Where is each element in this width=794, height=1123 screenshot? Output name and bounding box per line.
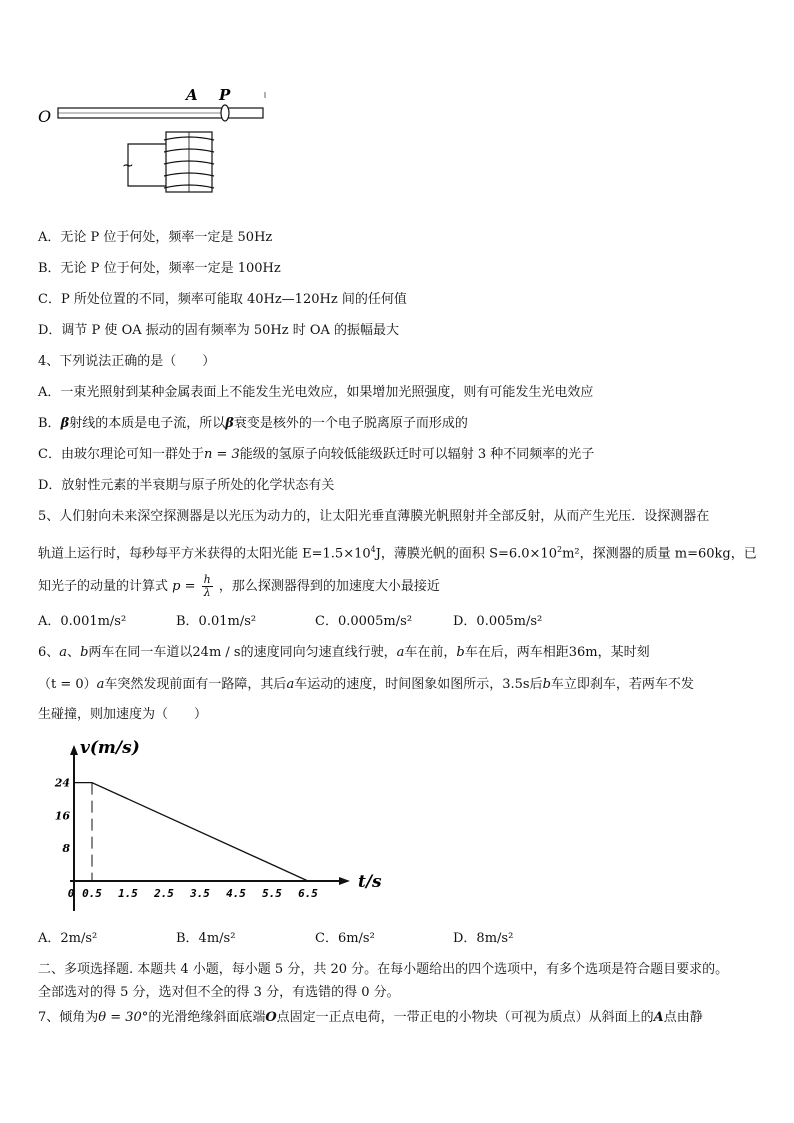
q5-line2-suffix: m²，探测器的质量 m=60kg，已 <box>562 546 757 562</box>
text: ，某时刻 <box>597 645 650 660</box>
momentum-fraction <box>202 574 213 599</box>
x-tick-label: 5.5 <box>262 887 282 900</box>
figure-label-A: A <box>186 86 198 104</box>
ac-source-symbol: ~ <box>122 158 134 174</box>
q5-line-3 <box>38 569 440 605</box>
q5-line-1: 5、人们射向未来深空探测器是以光压为动力的，让太阳光垂直薄膜光帆照射并全部反射，从而产生光压．设探测器在 <box>38 509 710 524</box>
x-tick-label: 2.5 <box>154 887 174 900</box>
text: 的光滑绝缘斜面底端 <box>148 1010 266 1025</box>
figure-label-O: O <box>38 107 52 126</box>
q5-option-b: B．0.01m/s² <box>176 614 257 629</box>
x-tick-label: 0 <box>67 887 75 900</box>
q5-line2-prefix: 轨道上运行时，每秒每平方米获得的太阳光能 E=1.5×10 <box>38 546 371 562</box>
car-a: a <box>59 645 68 660</box>
time-value: 3.5s <box>502 677 530 692</box>
text: 车立即刹车，若两车不发 <box>550 677 694 692</box>
q5-line-2 <box>38 542 757 562</box>
rod-coil-figure <box>36 82 276 197</box>
text: 两车在同一车道以 <box>88 645 193 660</box>
velocity-series-line <box>74 783 308 881</box>
time-zero: （t = 0） <box>38 677 97 692</box>
formula-lhs: p = <box>172 579 196 594</box>
text: 、 <box>67 645 81 660</box>
q6-option-c: C．6m/s² <box>315 931 375 946</box>
q6-line-2 <box>38 677 694 693</box>
q4-b-prefix: B． <box>38 416 61 431</box>
exponent: 2 <box>556 545 563 554</box>
x-axis-label: t/s <box>358 872 382 892</box>
q7-line-1 <box>38 1010 703 1026</box>
car-b: b <box>456 645 465 660</box>
car-b: b <box>80 645 89 660</box>
point-A: A <box>653 1010 664 1025</box>
car-a: a <box>286 677 295 692</box>
q4-option-d: D．放射性元素的半衰期与原子所处的化学状态有关 <box>38 478 335 493</box>
q4-stem: 4、下列说法正确的是（ ） <box>38 354 216 369</box>
text: 点固定一正点电荷，一带正电的小物块（可视为质点）从斜面上的 <box>276 1010 654 1025</box>
q5-line3-prefix: 知光子的动量的计算式 <box>38 579 169 594</box>
beta-symbol: β <box>60 416 70 431</box>
quantum-number: n = 3 <box>203 447 240 462</box>
q5-options <box>38 614 758 630</box>
q4-c-prefix: C．由玻尔理论可知一群处于 <box>38 447 204 462</box>
y-axis-arrow <box>70 745 78 755</box>
slider-ring-P <box>221 105 229 121</box>
x-tick-label: 0.5 <box>82 887 102 900</box>
q5-option-d: D．0.005m/s² <box>453 614 543 629</box>
text: 车在前， <box>404 645 457 660</box>
text: 车运动的速度，时间图象如图所示， <box>294 677 503 692</box>
q4-c-suffix: 能级的氢原子向较低能级跃迁时可以辐射 3 种不同频率的光子 <box>239 447 595 462</box>
text: 点由静 <box>663 1010 703 1025</box>
q6-option-b: B．4m/s² <box>176 931 236 946</box>
text: 车突然发现前面有一路障，其后 <box>104 677 287 692</box>
q5-option-c: C．0.0005m/s² <box>315 614 413 629</box>
q4-option-a: A．一束光照射到某种金属表面上不能发生光电效应，如果增加光照强度，则有可能发生光电效应 <box>38 385 594 400</box>
q6-line-1 <box>38 645 650 661</box>
distance-value: 36m <box>568 645 598 660</box>
q6-option-d: D．8m/s² <box>453 931 514 946</box>
q4-b-suffix: 衰变是核外的一个电子脱离原子而形成的 <box>233 416 468 431</box>
q4-b-middle: 射线的本质是电子流，所以 <box>69 416 226 431</box>
beta-symbol: β <box>225 416 234 431</box>
car-a: a <box>96 677 105 692</box>
text: 的速度同向匀速直线行驶， <box>240 645 397 660</box>
car-a: a <box>396 645 405 660</box>
angle-value: θ = 30° <box>98 1010 149 1025</box>
fraction-numerator: h <box>203 573 211 586</box>
exponent: 4 <box>370 545 376 554</box>
text: 7、倾角为 <box>38 1010 99 1025</box>
car-b: b <box>542 677 551 692</box>
section-2-heading-line-2: 全部选对的得 5 分，选对但不全的得 3 分，有选错的得 0 分。 <box>38 985 400 1000</box>
q6-line-3: 生碰撞，则加速度为（ ） <box>38 707 208 722</box>
q5-line3-suffix: ，那么探测器得到的加速度大小最接近 <box>218 579 440 594</box>
q3-option-b: B．无论 P 位于何处，频率一定是 100Hz <box>38 261 281 276</box>
x-tick-label: 1.5 <box>118 887 138 900</box>
q6-number: 6、 <box>38 645 60 660</box>
y-axis-label: v(m/s) <box>80 738 140 758</box>
q6-option-a: A．2m/s² <box>38 931 98 946</box>
y-tick-label: 24 <box>54 776 70 790</box>
point-O: O <box>265 1010 277 1025</box>
speed-value: 24m / s <box>192 645 241 660</box>
q4-option-b <box>38 416 468 432</box>
text: 后 <box>529 677 543 692</box>
q3-option-c: C．P 所处位置的不同，频率可能取 40Hz—120Hz 间的任何值 <box>38 292 407 307</box>
text: 车在后，两车相距 <box>464 645 569 660</box>
x-tick-label: 6.5 <box>298 887 318 900</box>
section-2-heading-line-1: 二、多项选择题. 本题共 4 小题，每小题 5 分，共 20 分。在每小题给出的四个选项中，有多个选项是符合题目要求的。 <box>38 962 729 977</box>
q3-option-a: A．无论 P 位于何处，频率一定是 50Hz <box>38 230 273 245</box>
figure-label-P: P <box>219 86 231 104</box>
x-tick-label: 4.5 <box>226 887 246 900</box>
q5-line2-middle: J，薄膜光帆的面积 S=6.0×10 <box>375 546 557 562</box>
q5-option-a: A．0.001m/s² <box>38 614 127 629</box>
q6-options <box>38 931 758 947</box>
x-axis-arrow <box>339 877 350 885</box>
x-tick-label: 3.5 <box>190 887 210 900</box>
y-tick-label: 16 <box>54 809 70 823</box>
fraction-denominator: λ <box>203 586 211 599</box>
q3-option-d: D．调节 P 使 OA 振动的固有频率为 50Hz 时 OA 的振幅最大 <box>38 323 400 338</box>
velocity-time-chart <box>40 733 410 921</box>
y-tick-label: 8 <box>62 842 70 856</box>
q4-option-c <box>38 447 594 463</box>
